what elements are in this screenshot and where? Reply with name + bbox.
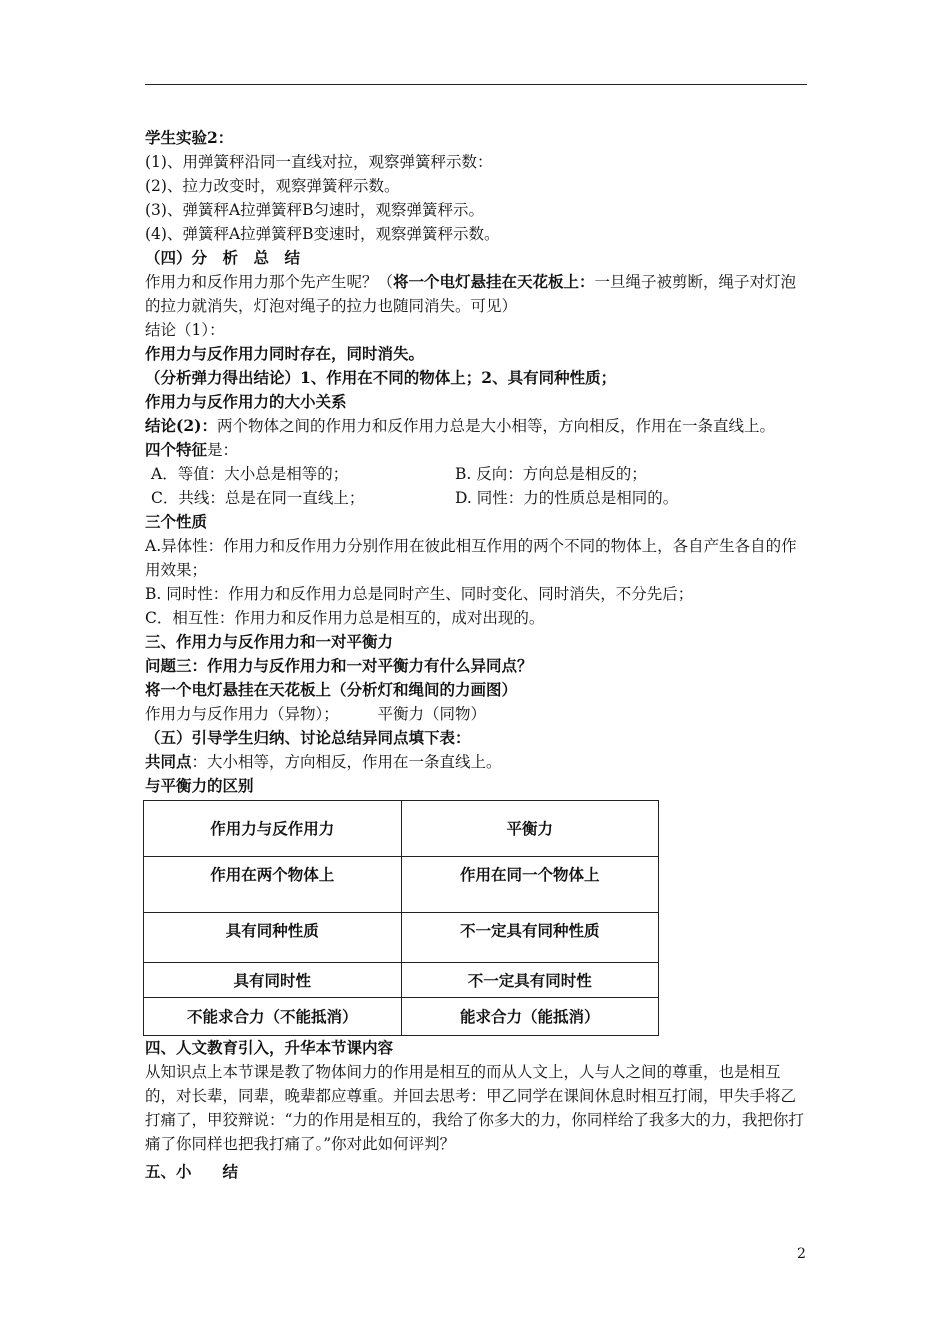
experiment-heading: 学生实验2： <box>145 128 234 147</box>
table-header-cell: 作用力与反作用力 <box>144 801 402 857</box>
experiment-step-2: (2)、拉力改变时，观察弹簧秤示数。 <box>145 177 400 195</box>
question-paragraph <box>145 270 810 318</box>
document-body <box>145 126 810 1184</box>
experiment-step-4: (4)、弹簧秤A拉弹簧秤B变速时，观察弹簧秤示数。 <box>145 225 500 243</box>
features-heading <box>145 438 810 462</box>
property-a: A.异体性：作用力和反作用力分别作用在彼此相互作用的两个不同的物体上，各自产生各自的作用效果； <box>145 537 797 579</box>
feature-d: D. 同性：力的性质总是相同的。 <box>455 489 679 507</box>
difference-heading: 与平衡力的区别 <box>145 776 254 795</box>
page-number: 2 <box>797 1246 806 1262</box>
conclusion-1-text: 作用力与反作用力同时存在，同时消失。 <box>145 344 425 363</box>
section-3-heading: 三、作用力与反作用力和一对平衡力 <box>145 632 394 651</box>
experiment-step-3: (3)、弹簧秤A拉弹簧秤B匀速时，观察弹簧秤示。 <box>145 201 485 219</box>
section-5-heading: 五、小 结 <box>145 1162 239 1181</box>
table-row <box>144 857 659 913</box>
features-row-1 <box>145 462 810 486</box>
guide-line: （五）引导学生归纳、讨论总结异同点填下表： <box>145 728 471 747</box>
table-cell: 具有同时性 <box>144 963 402 998</box>
table-cell: 不一定具有同种性质 <box>401 913 659 963</box>
conclusion-2-label: 结论(2)： <box>145 416 217 435</box>
common-text: ：大小相等，方向相反，作用在一条直线上。 <box>191 753 502 771</box>
question-text: 作用力和反作用力那个先产生呢？（ <box>145 273 394 291</box>
table-row <box>144 998 659 1036</box>
table-cell: 作用在同一个物体上 <box>401 857 659 913</box>
experiment-step-1: (1)、用弹簧秤沿同一直线对拉，观察弹簧秤示数： <box>145 153 493 171</box>
feature-a: A．等值：大小总是相等的； <box>151 465 349 483</box>
table-cell: 具有同种性质 <box>144 913 402 963</box>
properties-heading: 三个性质 <box>145 512 208 531</box>
size-relation-heading: 作用力与反作用力的大小关系 <box>145 392 347 411</box>
conclusion-1-label: 结论（1）： <box>145 321 225 339</box>
common-points <box>145 750 810 774</box>
analysis-line: （分析弹力得出结论）1、作用在不同的物体上；2、具有同种性质； <box>145 368 617 387</box>
property-b: B. 同时性：作用力和反作用力总是同时产生、同时变化、同时消失，不分先后； <box>145 585 694 603</box>
question-explanation: 一旦绳子被剪断，绳子对灯泡的拉力就消失，灯泡对绳子的拉力也随同消失。可见） <box>145 273 797 315</box>
compare-line: 作用力与反作用力（异物）； 平衡力（同物） <box>145 705 487 723</box>
table-row <box>144 963 659 998</box>
features-row-2 <box>145 486 810 510</box>
section-4-heading: 四、人文教育引入，升华本节课内容 <box>145 1038 394 1057</box>
table-cell: 作用在两个物体上 <box>144 857 402 913</box>
table-cell: 能求合力（能抵消） <box>401 998 659 1036</box>
features-suffix: 是： <box>207 441 239 459</box>
table-row <box>144 913 659 963</box>
table-cell: 不一定具有同时性 <box>401 963 659 998</box>
conclusion-2 <box>145 414 810 438</box>
question-3: 问题三：作用力与反作用力和一对平衡力有什么异同点？ <box>145 656 533 675</box>
feature-c: C．共线：总是在同一直线上； <box>151 489 365 507</box>
table-header-cell: 平衡力 <box>401 801 659 857</box>
header-rule <box>145 84 807 85</box>
analysis-summary-heading: （四）分 析 总 结 <box>145 248 301 267</box>
table-header-row <box>144 801 659 857</box>
feature-b: B. 反向：方向总是相反的； <box>455 465 647 483</box>
lamp-line: 将一个电灯悬挂在天花板上（分析灯和绳间的力画图） <box>145 680 518 699</box>
section-4-paragraph: 从知识点上本节课是教了物体间力的作用是相互的而从人文上，人与人之间的尊重，也是相互的，对长辈，同辈，晚辈都应尊重。并回去思考：甲乙同学在课间休息时相互打闹，甲失手将乙打痛了，甲狡辩说：“力的作用是相互的，我给了你多大的力，你同样给了我多大的力，我把你打痛了你同样也把我打痛了。”你对此如何评判？ <box>145 1063 804 1153</box>
comparison-table <box>143 800 659 1036</box>
conclusion-2-text: 两个物体之间的作用力和反作用力总是大小相等，方向相反，作用在一条直线上。 <box>216 417 775 435</box>
features-label: 四个特征 <box>145 440 208 459</box>
lamp-setup-text: 将一个电灯悬挂在天花板上： <box>393 272 595 291</box>
common-label: 共同点 <box>145 752 192 771</box>
table-cell: 不能求合力（不能抵消） <box>144 998 402 1036</box>
property-c: C．相互性：作用力和反作用力总是相互的，成对出现的。 <box>145 609 545 627</box>
